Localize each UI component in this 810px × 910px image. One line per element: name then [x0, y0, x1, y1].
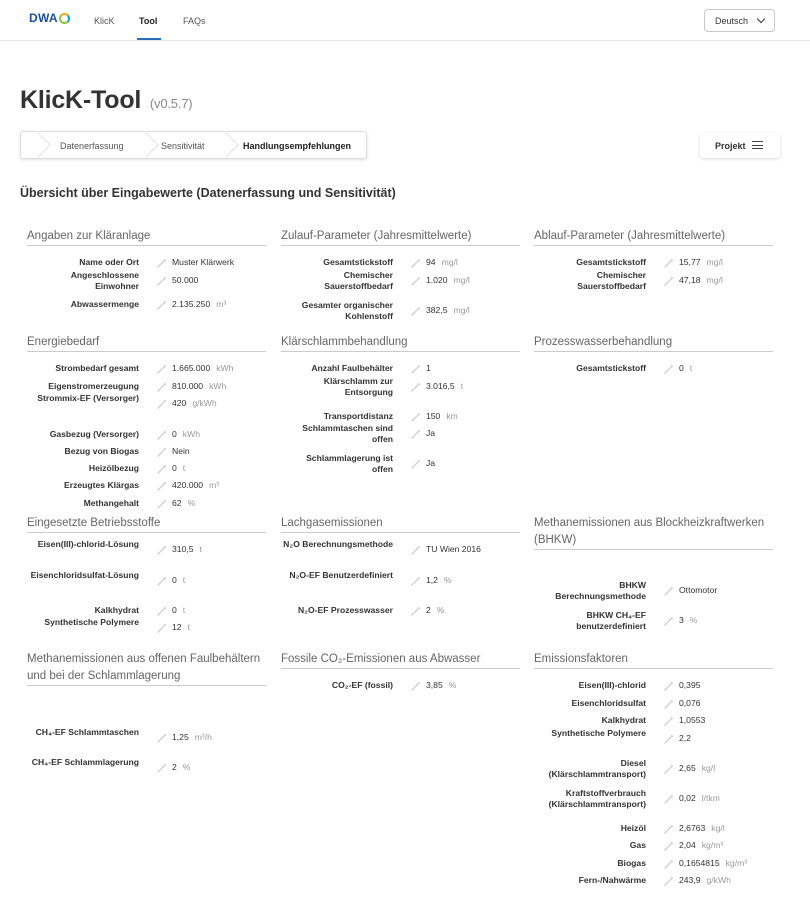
field-label: Bezug von Biogas [64, 446, 139, 456]
field-value [172, 381, 226, 392]
section-methanemissionen-aus-blockheizkraftwerke [534, 515, 773, 631]
field-value [426, 575, 452, 586]
section-title: Emissionsfaktoren [534, 651, 773, 669]
field-value [679, 823, 725, 834]
logo-ring-icon [59, 13, 70, 24]
step-handlungsempfehlungen[interactable]: Handlungsempfehlungen [243, 141, 351, 151]
field-label: Klärschlamm zur Entsorgung [323, 376, 393, 397]
nav-link-tool[interactable]: Tool [139, 16, 158, 26]
section-eingesetzte-betriebsstoffe [27, 515, 266, 632]
value-text: Muster Klärwerk [172, 257, 235, 267]
step-separator [213, 132, 238, 157]
unit-text: kg/m³ [701, 840, 724, 850]
field-value [679, 715, 705, 726]
edit-pencil-icon[interactable] [663, 874, 675, 886]
field-value [426, 458, 435, 469]
field-value [172, 498, 195, 509]
unit-text: g/kWh [192, 398, 217, 408]
value-text: 0 [172, 429, 177, 439]
field-label: Erzeugtes Klärgas [64, 480, 139, 490]
field-label: Gesamtstickstoff [576, 363, 646, 373]
field-label: CH₄-EF Schlammtaschen [35, 727, 139, 737]
value-text: 2 [426, 605, 431, 615]
value-text: 0,395 [679, 680, 701, 690]
unit-text: t [460, 381, 464, 391]
unit-text: mg/l [453, 275, 470, 285]
unit-text: t [187, 622, 190, 632]
step-separator [133, 132, 158, 157]
value-text: 0 [172, 463, 177, 473]
value-text: 420 [172, 398, 187, 408]
value-text: 0,02 [679, 793, 696, 803]
unit-text: kWh [216, 363, 234, 373]
field-value [679, 680, 701, 691]
field-label: Transportdistanz [323, 411, 393, 421]
field-label: Eisenchloridsulfat-Lösung [30, 570, 139, 580]
field-label: Strombedarf gesamt [55, 363, 139, 373]
field-value [172, 575, 185, 586]
field-value [172, 275, 198, 286]
unit-text: t [689, 363, 693, 373]
edit-pencil-icon[interactable] [410, 679, 422, 691]
section-ablauf-parameter-jahresmittelwerte [534, 228, 773, 291]
value-text: 0 [172, 605, 177, 615]
section-title: Eingesetzte Betriebsstoffe [27, 515, 266, 533]
field-label: Kraftstoffverbrauch (Klärschlammtransport) [548, 788, 646, 809]
edit-pencil-icon[interactable] [663, 697, 675, 709]
field-value [426, 257, 458, 268]
value-text: 50.000 [172, 275, 199, 285]
edit-pencil-icon[interactable] [663, 839, 675, 851]
value-text: 2.135.250 [172, 299, 211, 309]
edit-pencil-icon[interactable] [410, 304, 422, 316]
edit-pencil-icon[interactable] [410, 604, 422, 616]
field-value [426, 363, 431, 374]
section-title: Methanemissionen aus offenen Faulbehältern und bei der Schlammlagerung [27, 651, 266, 686]
field-value [679, 698, 701, 709]
step-datenerfassung[interactable]: Datenerfassung [60, 141, 124, 151]
page-title [20, 86, 192, 115]
value-text: 150 [426, 411, 441, 421]
unit-text: kg/l [701, 763, 716, 773]
field-label: Biogas [617, 858, 646, 868]
unit-text: % [689, 615, 698, 625]
edit-pencil-icon[interactable] [663, 857, 675, 869]
field-value [679, 363, 692, 374]
field-label: BHKW Berechnungsmethode [555, 580, 646, 601]
unit-text: % [187, 498, 196, 508]
unit-text: mg/l [706, 275, 723, 285]
section-emissionsfaktoren [534, 651, 773, 885]
field-value [172, 299, 226, 310]
field-label: Fern-/Nahwärme [578, 875, 646, 885]
unit-text: t [182, 575, 186, 585]
unit-text: m³ [216, 299, 227, 309]
edit-pencil-icon[interactable] [156, 445, 168, 457]
unit-text: km [446, 411, 458, 421]
value-text: 3.016,5 [426, 381, 455, 391]
unit-text: t [182, 463, 186, 473]
value-text: 243,9 [679, 875, 701, 885]
edit-pencil-icon[interactable] [156, 479, 168, 491]
edit-pencil-icon[interactable] [156, 256, 168, 268]
project-menu-button[interactable] [700, 133, 780, 158]
field-label: Methangehalt [83, 498, 139, 508]
value-text: 810.000 [172, 381, 204, 391]
section-title: Angaben zur Kläranlage [27, 228, 266, 246]
edit-pencil-icon[interactable] [663, 362, 675, 374]
field-label: Heizölbezug [88, 463, 139, 473]
top-navbar [0, 0, 810, 41]
field-label: Kalkhydrat [601, 715, 646, 725]
language-label: Deutsch [715, 16, 749, 26]
value-text: 2,6763 [679, 823, 706, 833]
field-value [426, 605, 444, 616]
section-title: Prozesswasserbehandlung [534, 334, 773, 352]
section-title: Fossile CO₂-Emissionen aus Abwasser [281, 651, 520, 669]
section-title: Ablauf-Parameter (Jahresmittelwerte) [534, 228, 773, 246]
value-text: 62 [172, 498, 182, 508]
field-label: Abwassermenge [70, 299, 139, 309]
value-text: 1,2 [426, 575, 438, 585]
value-text: Ottomotor [679, 585, 718, 595]
step-separator [25, 132, 50, 157]
edit-pencil-icon[interactable] [663, 822, 675, 834]
field-label: Synthetische Polymere [551, 728, 646, 738]
edit-pencil-icon[interactable] [410, 574, 422, 586]
edit-pencil-icon[interactable] [156, 462, 168, 474]
project-button-label: Projekt [715, 141, 746, 151]
value-text: 0 [172, 575, 177, 585]
field-label: N₂O-EF Prozesswasser [297, 605, 393, 615]
section-title: Lachgasemissionen [281, 515, 520, 533]
value-text: 0 [679, 363, 684, 373]
edit-pencil-icon[interactable] [663, 679, 675, 691]
unit-text: kg/m³ [725, 858, 748, 868]
edit-pencil-icon[interactable] [663, 274, 675, 286]
field-value [172, 446, 190, 457]
field-value [172, 544, 202, 555]
value-text: 12 [172, 622, 182, 632]
edit-pencil-icon[interactable] [410, 362, 422, 374]
value-text: 382,5 [426, 305, 448, 315]
value-text: 0,076 [679, 698, 701, 708]
field-label: Chemischer Sauerstoffbedarf [577, 270, 646, 291]
section-title: Methanemissionen aus Blockheizkraftwerken (BHKW) [534, 515, 773, 550]
field-value [426, 305, 470, 316]
field-label: CO₂-EF (fossil) [331, 680, 393, 690]
value-text: 3 [679, 615, 684, 625]
unit-text: kWh [209, 381, 227, 391]
field-value [426, 428, 435, 439]
field-value [172, 732, 212, 743]
field-value [172, 363, 233, 374]
edit-pencil-icon[interactable] [410, 256, 422, 268]
edit-pencil-icon[interactable] [410, 543, 422, 555]
menu-icon [752, 141, 763, 149]
unit-text: m³ [209, 480, 220, 490]
edit-pencil-icon[interactable] [410, 380, 422, 392]
field-value [679, 858, 747, 869]
edit-pencil-icon[interactable] [156, 761, 168, 773]
field-value [679, 875, 731, 886]
field-value [172, 398, 217, 409]
edit-pencil-icon[interactable] [156, 497, 168, 509]
edit-pencil-icon[interactable] [663, 584, 675, 596]
logo-text: DWA [29, 11, 58, 25]
value-text: 94 [426, 257, 436, 267]
edit-pencil-icon[interactable] [410, 410, 422, 422]
section-title: Klärschlammbehandlung [281, 334, 520, 352]
edit-pencil-icon[interactable] [156, 397, 168, 409]
chevron-down-icon [757, 15, 765, 23]
edit-pencil-icon[interactable] [156, 731, 168, 743]
version-label: (v0.5.7) [149, 96, 193, 111]
section-title: Zulauf-Parameter (Jahresmittelwerte) [281, 228, 520, 246]
edit-pencil-icon[interactable] [156, 621, 168, 633]
edit-pencil-icon[interactable] [663, 256, 675, 268]
unit-text: mg/l [706, 257, 723, 267]
section-zulauf-parameter-jahresmittelwerte [281, 228, 520, 321]
edit-pencil-icon[interactable] [410, 274, 422, 286]
field-value [172, 480, 219, 491]
unit-text: mg/l [453, 305, 470, 315]
field-label: Anzahl Faulbehälter [311, 363, 393, 373]
overview-title: Übersicht über Eingabewerte (Datenerfassung und Sensitivität) [20, 186, 396, 200]
section-kla-rschlammbehandlung [281, 334, 520, 474]
value-text: 1 [426, 363, 431, 373]
field-value [679, 585, 717, 596]
section-fossile-co-emissionen-aus-abwasser [281, 651, 520, 690]
field-value [679, 793, 720, 804]
field-label: Synthetische Polymere [44, 617, 139, 627]
section-lachgasemissionen [281, 515, 520, 615]
value-text: Ja [426, 458, 436, 468]
unit-text: kg/l [711, 823, 725, 833]
field-label: CH₄-EF Schlammlagerung [31, 757, 139, 767]
value-text: 420.000 [172, 480, 204, 490]
edit-pencil-icon[interactable] [663, 732, 675, 744]
nav-link-faqs[interactable]: FAQs [183, 16, 206, 26]
section-prozesswasserbehandlung [534, 334, 773, 373]
field-value [679, 840, 723, 851]
value-text: 1.665.000 [172, 363, 211, 373]
edit-pencil-icon[interactable] [156, 274, 168, 286]
unit-text: % [448, 680, 457, 690]
field-label: Name oder Ort [79, 257, 139, 267]
unit-text: t [182, 605, 186, 615]
edit-pencil-icon[interactable] [663, 762, 675, 774]
field-label: Eigenstromerzeugung [48, 381, 139, 391]
section-angaben-zur-kla-ranlage [27, 228, 266, 309]
language-select[interactable] [704, 9, 775, 32]
field-value [426, 544, 481, 555]
unit-text: % [443, 575, 452, 585]
edit-pencil-icon[interactable] [663, 714, 675, 726]
step-navigation [20, 131, 367, 159]
value-text: 2,04 [679, 840, 696, 850]
field-label: Gesamtstickstoff [323, 257, 393, 267]
unit-text: t [199, 544, 202, 554]
edit-pencil-icon[interactable] [156, 380, 168, 392]
field-label: Eisen(III)-chlorid-Lösung [37, 539, 139, 549]
dwa-logo[interactable] [29, 11, 70, 25]
section-energiebedarf [27, 334, 266, 508]
edit-pencil-icon[interactable] [663, 792, 675, 804]
field-label: Strommix-EF (Versorger) [37, 393, 139, 403]
page-title-text: KlicK-Tool [20, 86, 142, 114]
step-sensitivitaet[interactable]: Sensitivität [161, 141, 205, 151]
field-label: Gas [629, 840, 646, 850]
edit-pencil-icon[interactable] [156, 362, 168, 374]
active-nav-indicator [137, 38, 161, 40]
value-text: TU Wien 2016 [426, 544, 481, 554]
edit-pencil-icon[interactable] [410, 457, 422, 469]
edit-pencil-icon[interactable] [156, 543, 168, 555]
unit-text: m³/h [194, 732, 212, 742]
edit-pencil-icon[interactable] [663, 614, 675, 626]
field-value [679, 615, 697, 626]
field-label: Schlammtaschen sind offen [302, 423, 393, 444]
value-text: 2,2 [679, 733, 691, 743]
field-label: Chemischer Sauerstoffbedarf [324, 270, 393, 291]
nav-link-klick[interactable]: KlicK [94, 16, 115, 26]
field-value [426, 381, 463, 392]
field-value [426, 680, 456, 691]
field-value [172, 605, 185, 616]
field-label: Gasbezug (Versorger) [49, 429, 139, 439]
edit-pencil-icon[interactable] [156, 298, 168, 310]
edit-pencil-icon[interactable] [156, 604, 168, 616]
value-text: 310,5 [172, 544, 194, 554]
field-label: Eisen(III)-chlorid [578, 680, 646, 690]
section-methanemissionen-aus-offenen-faulbeha-lt [27, 651, 266, 772]
field-label: Angeschlossene Einwohner [70, 270, 139, 291]
field-value [172, 463, 185, 474]
field-label: Gesamter organischer Kohlenstoff [301, 300, 393, 321]
value-text: 1.020 [426, 275, 448, 285]
value-text: 1,0553 [679, 715, 706, 725]
unit-text: mg/l [441, 257, 458, 267]
field-value [426, 275, 470, 286]
edit-pencil-icon[interactable] [156, 428, 168, 440]
field-value [172, 762, 190, 773]
value-text: Ja [426, 428, 436, 438]
value-text: 2,65 [679, 763, 696, 773]
section-title: Energiebedarf [27, 334, 266, 352]
field-label: Gesamtstickstoff [576, 257, 646, 267]
field-value [679, 763, 715, 774]
field-value [172, 257, 234, 268]
field-value [679, 257, 723, 268]
field-label: Schlammlagerung ist offen [306, 453, 393, 474]
value-text: 15,77 [679, 257, 701, 267]
unit-text: kWh [182, 429, 200, 439]
field-label: N₂O-EF Benutzerdefiniert [289, 570, 393, 580]
field-label: Heizöl [620, 823, 646, 833]
unit-text: % [182, 762, 191, 772]
field-label: Kalkhydrat [94, 605, 139, 615]
value-text: 1,25 [172, 732, 189, 742]
value-text: Nein [172, 446, 190, 456]
value-text: 3,85 [426, 680, 443, 690]
field-value [679, 733, 691, 744]
field-value [172, 622, 190, 633]
unit-text: % [436, 605, 445, 615]
value-text: 47,18 [679, 275, 701, 285]
field-label: N₂O Berechnungsmethode [283, 539, 393, 549]
field-value [426, 411, 458, 422]
edit-pencil-icon[interactable] [410, 427, 422, 439]
field-value [172, 429, 200, 440]
field-label: Diesel (Klärschlammtransport) [548, 758, 646, 779]
field-label: BHKW CH₄-EF benutzerdefiniert [576, 610, 646, 631]
unit-text: l/tkm [701, 793, 720, 803]
value-text: 2 [172, 762, 177, 772]
edit-pencil-icon[interactable] [156, 574, 168, 586]
field-label: Eisenchloridsulfat [571, 698, 646, 708]
unit-text: g/kWh [706, 875, 731, 885]
field-value [679, 275, 723, 286]
value-text: 0,1654815 [679, 858, 720, 868]
